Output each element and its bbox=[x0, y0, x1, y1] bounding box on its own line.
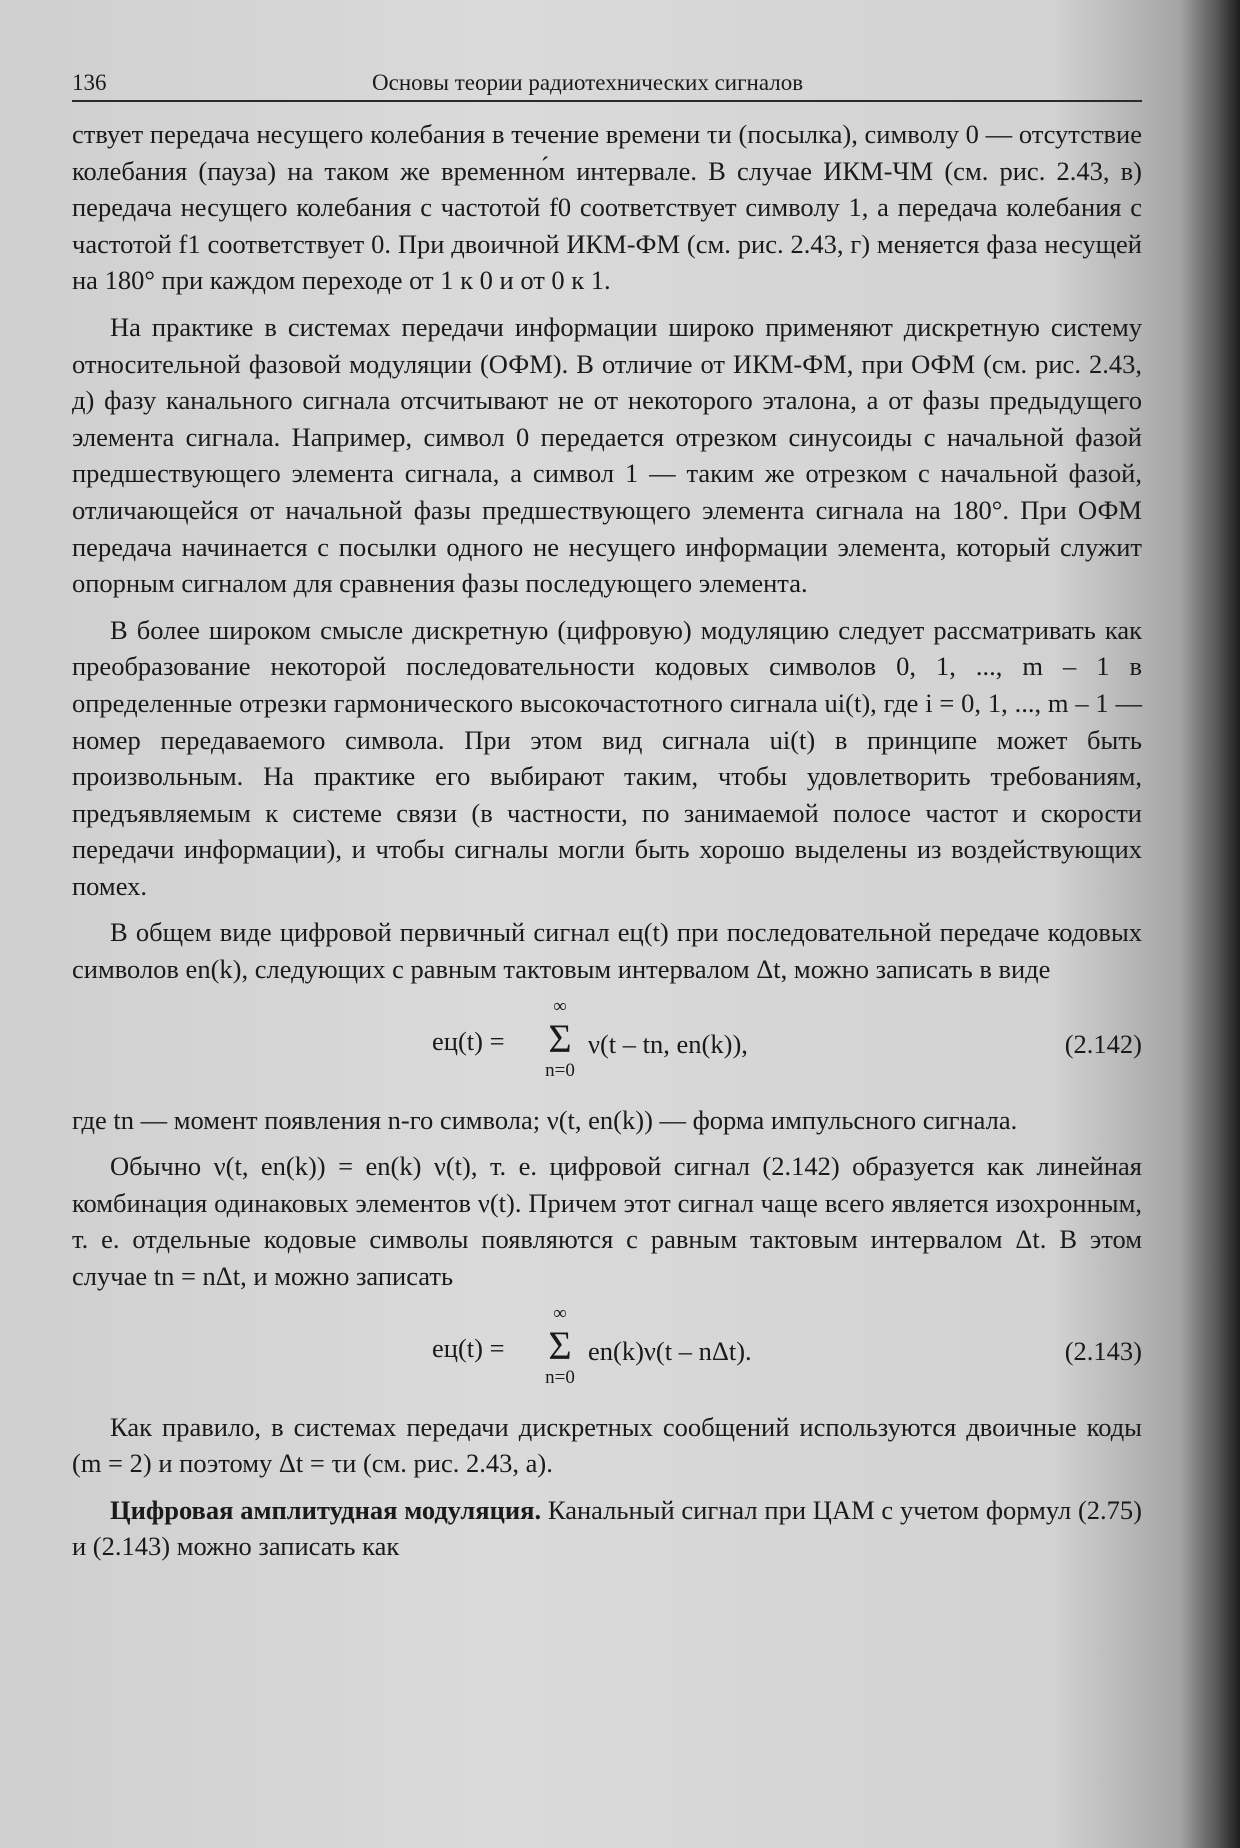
equation-2-142-lhs: eц(t) = bbox=[432, 1025, 505, 1056]
page-number: 136 bbox=[72, 70, 107, 95]
equation-2-142-sum bbox=[538, 996, 582, 1082]
book-spine-shadow bbox=[1180, 0, 1240, 1848]
equation-2-142-rhs: ν(t – tn, en(k)), bbox=[588, 1028, 748, 1059]
equation-2-143-sum bbox=[538, 1303, 582, 1389]
equation-2-143-lhs: eц(t) = bbox=[432, 1332, 505, 1363]
paragraph-2: На практике в системах передачи информации широко применяют дискретную систему относительной фазовой модуляции (ОФМ). В отличие от ИКМ-ФМ, при ОФМ (см. рис. 2.43, д) фазу канального сигнала отсчитывают не от некоторого эталона, а от фазы предыдущего элемента сигнала. Например, символ 0 передается отрезком синусоиды с начальной фазой предшествующего элемента сигнала, а символ 1 — таким же отрезком с начальной фазой, отличающейся от начальной фазы предшествующего элемента сигнала на 180°. При ОФМ передача начинается с посылки одного не несущего информации элемента, который служит опорным сигналом для сравнения фазы последующего элемента. bbox=[72, 311, 1142, 599]
paragraph-7: Как правило, в системах передачи дискретных сообщений используются двоичные коды (m = 2) и поэтому Δt = τи (см. рис. 2.43, а). bbox=[72, 1411, 1142, 1479]
running-title: Основы теории радиотехнических сигналов bbox=[372, 70, 804, 95]
running-header bbox=[72, 60, 1142, 102]
equation-2-143-rhs: en(k)ν(t – nΔt). bbox=[588, 1335, 752, 1366]
equation-2-142 bbox=[72, 996, 1142, 1092]
paragraph-4: В общем виде цифровой первичный сигнал eц(t) при последовательной передаче кодовых символов en(k), следующих с равным тактовым интервалом Δt, можно записать в виде bbox=[72, 917, 1142, 985]
paragraph-6: Обычно ν(t, en(k)) = en(k) ν(t), т. е. цифровой сигнал (2.142) образуется как линейная комбинация одинаковых элементов ν(t). Причем этот сигнал чаще всего является изохронным, т. е. отдельные кодовые символы появляются с равным тактовым интервалом Δt. В этом случае tn = nΔt, и можно записать bbox=[72, 1151, 1142, 1292]
sum-lower-limit: n=0 bbox=[545, 1366, 575, 1388]
sum-upper-limit: ∞ bbox=[553, 1302, 567, 1324]
equation-2-143-number: (2.143) bbox=[1064, 1335, 1142, 1366]
equation-2-143 bbox=[72, 1303, 1142, 1399]
page-content bbox=[72, 60, 1142, 1565]
equation-2-142-number: (2.142) bbox=[1064, 1028, 1142, 1059]
body-text bbox=[72, 116, 1142, 1565]
section-heading-digital-am: Цифровая амплитудная модуляция. bbox=[110, 1494, 542, 1525]
sum-upper-limit: ∞ bbox=[553, 995, 567, 1017]
paragraph-8 bbox=[72, 1492, 1142, 1565]
paragraph-1: ствует передача несущего колебания в течение времени τи (посылка), символу 0 — отсутствие колебания (пауза) на таком же временно́м интервале. В случае ИКМ-ЧМ (см. рис. 2.43, в) передача несущего колебания с частотой f0 соответствует символу 1, а передача колебания с частотой f1 соответствует 0. При двоичной ИКМ-ФМ (см. рис. 2.43, г) меняется фаза несущей на 180° при каждом переходе от 1 к 0 и от 0 к 1. bbox=[72, 119, 1142, 296]
paragraph-5: где tn — момент появления n-го символа; ν(t, en(k)) — форма импульсного сигнала. bbox=[72, 1104, 1018, 1135]
sum-symbol: Σ bbox=[548, 1015, 572, 1061]
sum-lower-limit: n=0 bbox=[545, 1059, 575, 1081]
paragraph-8-text: Канальный сигнал при ЦАМ с учетом формул (2.75) и (2.143) можно записать как bbox=[72, 1494, 1142, 1562]
paragraph-3: В более широком смысле дискретную (цифровую) модуляцию следует рассматривать как преобразование некоторой последовательности кодовых символов 0, 1, ..., m – 1 в определенные отрезки гармонического высокочастотного сигнала ui(t), где i = 0, 1, ..., m – 1 — номер передаваемого символа. При этом вид сигнала ui(t) в принципе может быть произвольным. На практике его выбирают таким, чтобы удовлетворить требованиям, предъявляемым к системе связи (в частности, по занимаемой полосе частот и скорости передачи информации), и чтобы сигналы могли быть хорошо выделены из воздействующих помех. bbox=[72, 614, 1142, 901]
sum-symbol: Σ bbox=[548, 1322, 572, 1368]
